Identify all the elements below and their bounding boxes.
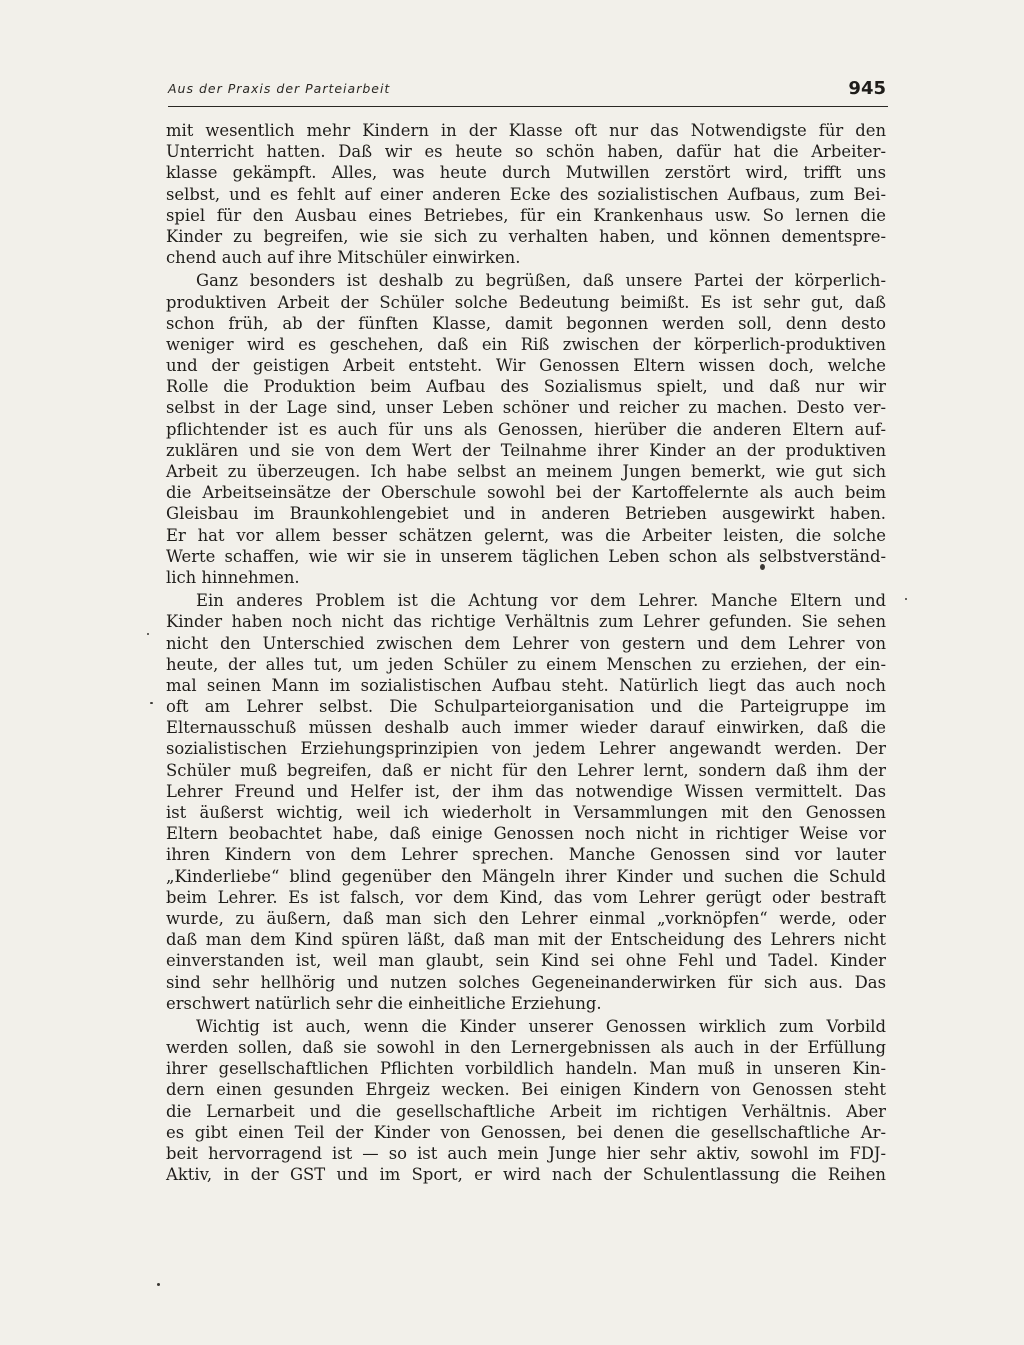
text-line: Elternausschuß müssen deshalb auch immer wieder darauf einwirken, daß die <box>166 718 886 738</box>
text-line: sozialistischen Erziehungsprinzipien von jedem Lehrer angewandt werden. Der <box>166 739 886 759</box>
text-line: Er hat vor allem besser schätzen gelernt, was die Arbeiter leisten, die solche <box>166 525 886 545</box>
text-line: die Arbeitseinsätze der Oberschule sowohl bei der Kartoffelernte als auch beim <box>166 483 886 503</box>
text-line: schon früh, ab der fünften Klasse, damit begonnen werden soll, denn desto <box>166 313 886 333</box>
scan-speck <box>157 1283 160 1286</box>
text-line: und der geistigen Arbeit entsteht. Wir Genossen Eltern wissen doch, welche <box>166 356 886 376</box>
text-line: Unterricht hatten. Daß wir es heute so schön haben, dafür hat die Arbeiter- <box>166 142 886 162</box>
text-line: Ein anderes Problem ist die Achtung vor dem Lehrer. Manche Eltern und <box>196 591 886 611</box>
text-line: Arbeit zu überzeugen. Ich habe selbst an meinem Jungen bemerkt, wie gut sich <box>166 462 886 481</box>
text-line: es gibt einen Teil der Kinder von Genossen, bei denen die gesellschaftliche Ar- <box>166 1122 886 1142</box>
text-line: produktiven Arbeit der Schüler solche Bedeutung beimißt. Es ist sehr gut, daß <box>166 292 886 312</box>
text-line: mal seinen Mann im sozialistischen Aufbau steht. Natürlich liegt das auch noch <box>166 675 886 695</box>
text-line: lich hinnehmen. <box>166 567 300 587</box>
text-line: nicht den Unterschied zwischen dem Lehrer von gestern und dem Lehrer von <box>166 633 886 653</box>
text-line: beim Lehrer. Es ist falsch, vor dem Kind, das vom Lehrer gerügt oder bestraft <box>166 887 886 907</box>
scan-speck <box>905 598 907 600</box>
text-line: ihrer gesellschaftlichen Pflichten vorbildlich handeln. Man muß in unseren Kin- <box>166 1059 886 1079</box>
paragraph-2 <box>166 270 886 588</box>
text-line: sind sehr hellhörig und nutzen solches Gegeneinanderwirken für sich aus. Das <box>166 972 886 992</box>
text-line: Schüler muß begreifen, daß er nicht für den Lehrer lernt, sondern daß ihm der <box>166 760 886 780</box>
text-line: werden sollen, daß sie sowohl in den Lernergebnissen als auch in der Erfüllung <box>166 1038 886 1058</box>
text-line: wurde, zu äußern, daß man sich den Lehrer einmal „vorknöpfen“ werde, oder <box>166 908 886 928</box>
text-line: Wichtig ist auch, wenn die Kinder unserer Genossen wirklich zum Vorbild <box>196 1016 886 1036</box>
scan-speck <box>150 702 153 704</box>
text-line: erschwert natürlich sehr die einheitliche Erziehung. <box>166 993 602 1013</box>
text-line: „Kinderliebe“ blind gegenüber den Mängeln ihrer Kinder und suchen die Schuld <box>166 866 886 886</box>
text-line: selbst, und es fehlt auf einer anderen Ecke des sozialistischen Aufbaus, zum Bei- <box>166 184 886 204</box>
paragraph-3 <box>166 590 886 1014</box>
text-line: Aktiv, in der GST und im Sport, er wird nach der Schulentlassung die Reihen <box>166 1165 886 1185</box>
text-line: ihren Kindern von dem Lehrer sprechen. Manche Genossen sind vor lauter <box>166 845 886 865</box>
text-line: einverstanden ist, weil man glaubt, sein Kind sei ohne Fehl und Tadel. Kinder <box>166 951 886 971</box>
text-line: Kinder haben noch nicht das richtige Verhältnis zum Lehrer gefunden. Sie sehen <box>166 612 886 632</box>
text-line: selbst in der Lage sind, unser Leben schöner und reicher zu machen. Desto ver- <box>166 398 886 418</box>
running-head: Aus der Praxis der Parteiarbeit <box>168 81 391 96</box>
text-line: Werte schaffen, wie wir sie in unserem täglichen Leben schon als selbstverständ- <box>166 546 886 566</box>
text-line: beit hervorragend ist — so ist auch mein Junge hier sehr aktiv, sowohl im FDJ- <box>166 1144 886 1163</box>
text-line: daß man dem Kind spüren läßt, daß man mit der Entscheidung des Lehrers nicht <box>166 930 886 950</box>
text-line: zuklären und sie von dem Wert der Teilnahme ihrer Kinder an der produktiven <box>166 440 886 460</box>
text-line: die Lernarbeit und die gesellschaftliche Arbeit im richtigen Verhältnis. Aber <box>166 1101 886 1121</box>
text-line: klasse gekämpft. Alles, was heute durch Mutwillen zerstört wird, trifft uns <box>166 163 886 183</box>
text-line: dern einen gesunden Ehrgeiz wecken. Bei einigen Kindern von Genossen steht <box>166 1080 886 1100</box>
text-line: pflichtender ist es auch für uns als Genossen, hierüber die anderen Eltern auf- <box>166 419 886 439</box>
text-line: weniger wird es geschehen, daß ein Riß zwischen der körperlich-produktiven <box>166 334 886 354</box>
body-text <box>166 120 886 1187</box>
text-line: Rolle die Produktion beim Aufbau des Sozialismus spielt, und daß nur wir <box>166 377 886 397</box>
text-line: Gleisbau im Braunkohlengebiet und in anderen Betrieben ausgewirkt haben. <box>166 504 886 524</box>
text-line: chend auch auf ihre Mitschüler einwirken. <box>166 248 521 268</box>
text-line: Kinder zu begreifen, wie sie sich zu verhalten haben, und können dementspre- <box>166 226 886 246</box>
text-line: Lehrer Freund und Helfer ist, der ihm das notwendige Wissen vermittelt. Das <box>166 781 886 801</box>
paragraph-1 <box>166 120 886 268</box>
page-number: 945 <box>848 78 886 99</box>
paragraph-4 <box>166 1016 886 1186</box>
text-line: ist äußerst wichtig, weil ich wiederholt in Versammlungen mit den Genossen <box>166 803 886 822</box>
page-header <box>168 72 888 107</box>
text-line: spiel für den Ausbau eines Betriebes, für ein Krankenhaus usw. So lernen die <box>166 205 886 225</box>
text-line: heute, der alles tut, um jeden Schüler zu einem Menschen zu erziehen, der ein- <box>166 654 886 674</box>
text-line: oft am Lehrer selbst. Die Schulparteiorganisation und die Parteigruppe im <box>166 697 886 717</box>
scan-speck <box>147 633 149 635</box>
text-line: Ganz besonders ist deshalb zu begrüßen, daß unsere Partei der körperlich- <box>196 271 886 291</box>
text-line: mit wesentlich mehr Kindern in der Klasse oft nur das Notwendigste für den <box>166 121 886 140</box>
text-line: Eltern beobachtet habe, daß einige Genossen noch nicht in richtiger Weise vor <box>166 824 886 844</box>
